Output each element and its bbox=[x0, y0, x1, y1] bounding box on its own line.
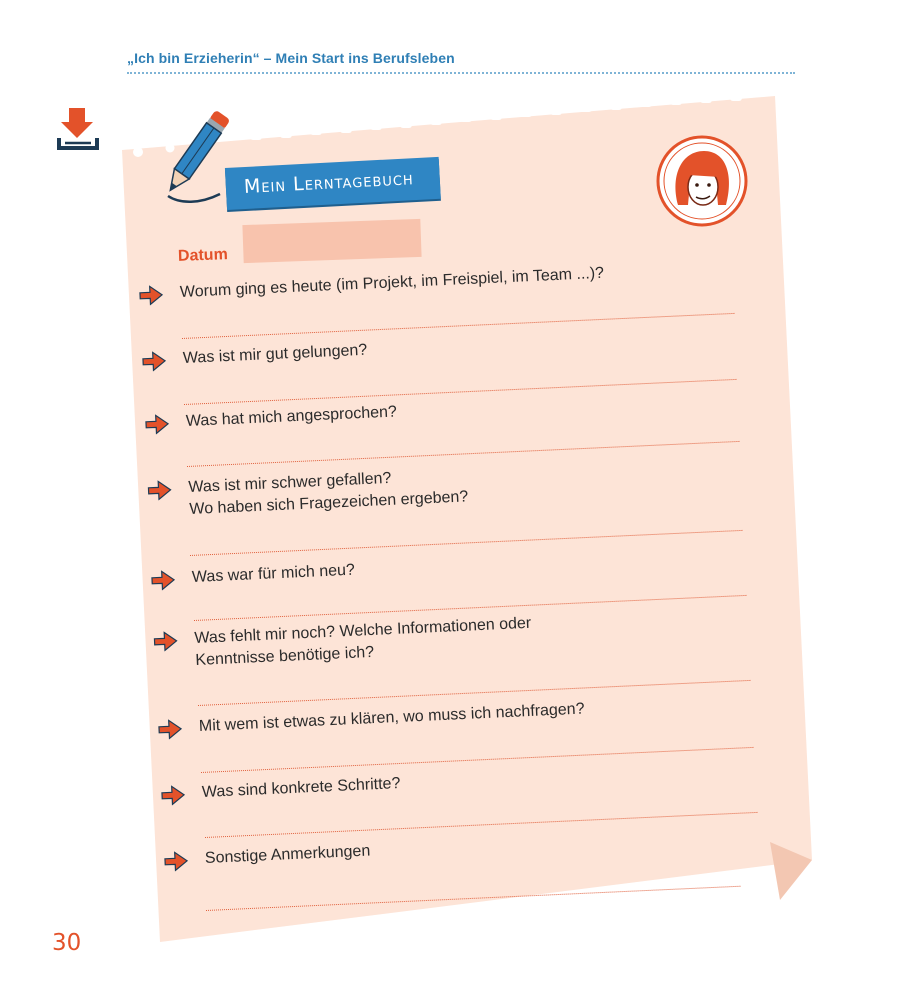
arrow-bullet-icon bbox=[150, 570, 177, 591]
question-text: Was sind konkrete Schritte? bbox=[201, 774, 401, 801]
question-6 bbox=[194, 613, 533, 672]
arrow-bullet-icon bbox=[163, 851, 190, 872]
question-2 bbox=[183, 340, 368, 370]
answer-line[interactable] bbox=[182, 313, 734, 339]
question-text: Mit wem ist etwas zu klären, wo muss ich nachfragen? bbox=[198, 700, 585, 735]
question-text: Was fehlt mir noch? Welche Informationen oder bbox=[194, 614, 532, 648]
section-title: Mein Lerntagebuch bbox=[243, 167, 415, 199]
arrow-bullet-icon bbox=[157, 719, 184, 740]
arrow-bullet-icon bbox=[152, 631, 179, 652]
answer-line[interactable] bbox=[187, 441, 739, 467]
question-text: Was ist mir schwer gefallen? bbox=[188, 469, 392, 497]
arrow-bullet-icon bbox=[138, 285, 165, 306]
answer-line[interactable] bbox=[198, 680, 750, 706]
answer-line[interactable] bbox=[190, 530, 742, 556]
question-1 bbox=[180, 263, 605, 304]
date-label: Datum bbox=[177, 246, 229, 265]
question-5 bbox=[192, 560, 356, 589]
question-text: Sonstige Anmerkungen bbox=[204, 842, 371, 867]
question-text: Wo haben sich Fragezeichen ergeben? bbox=[189, 488, 469, 518]
question-8 bbox=[202, 773, 401, 804]
question-9 bbox=[205, 841, 371, 870]
answer-line[interactable] bbox=[206, 886, 740, 911]
arrow-bullet-icon bbox=[141, 351, 168, 372]
answer-line[interactable] bbox=[184, 379, 736, 405]
question-text: Worum ging es heute (im Projekt, im Freispiel, im Team ...)? bbox=[179, 264, 605, 301]
question-7 bbox=[199, 699, 586, 738]
question-text: Kenntnisse benötige ich? bbox=[195, 643, 375, 669]
question-3 bbox=[186, 401, 398, 433]
arrow-bullet-icon bbox=[144, 414, 171, 435]
question-text: Was hat mich angesprochen? bbox=[185, 403, 398, 430]
question-4 bbox=[188, 464, 469, 521]
page-number: 30 bbox=[52, 930, 82, 956]
date-field[interactable] bbox=[242, 219, 421, 263]
answer-line[interactable] bbox=[201, 747, 753, 773]
question-text: Was war für mich neu? bbox=[191, 561, 356, 586]
header-title: „Ich bin Erzieherin“ – Mein Start ins Berufsleben bbox=[127, 50, 455, 66]
arrow-bullet-icon bbox=[146, 480, 173, 501]
question-text: Was ist mir gut gelungen? bbox=[182, 341, 368, 367]
answer-line[interactable] bbox=[205, 812, 757, 838]
arrow-bullet-icon bbox=[160, 785, 187, 806]
